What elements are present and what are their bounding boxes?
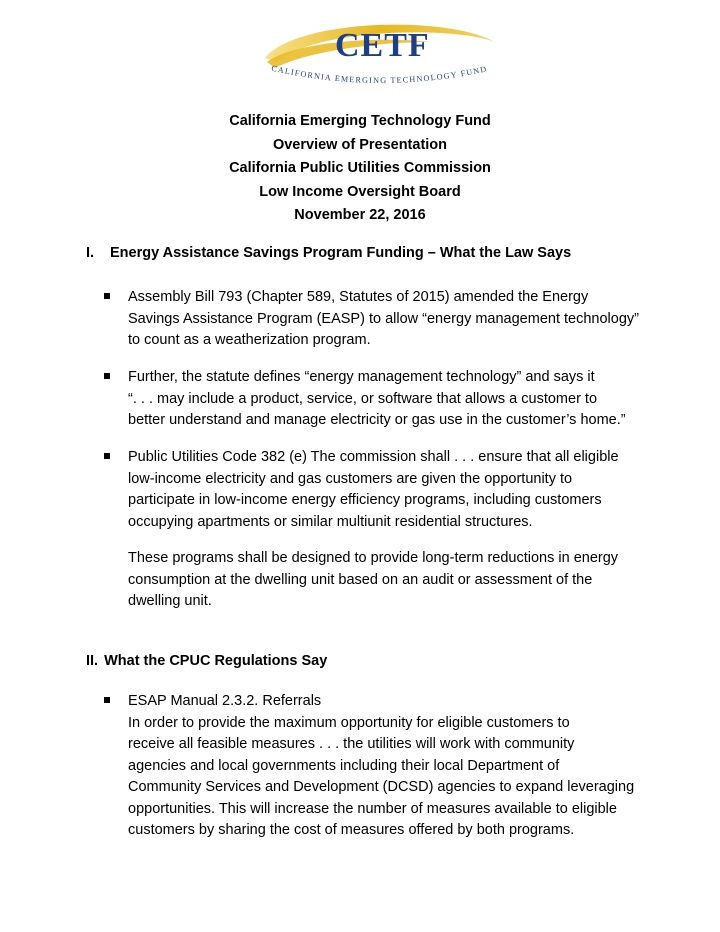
list-item — [104, 691, 664, 842]
bullet-line: opportunities. This will increase the number of measures available to eligible — [128, 800, 617, 817]
heading-org: California Emerging Technology Fund — [229, 113, 491, 129]
heading-subtitle: Overview of Presentation — [272, 136, 448, 153]
bullet-line: Further, the statute defines “energy management technology” and says it — [128, 369, 595, 385]
section-1-title — [86, 245, 571, 261]
section-1-title-text: Energy Assistance Savings Program Funding – What the Law Says — [110, 245, 572, 261]
cetf-logo-graphic — [255, 12, 505, 92]
bullet-line: In order to provide the maximum opportunity for eligible customers to — [128, 714, 570, 731]
bullet-square-icon — [104, 373, 110, 379]
bullet-line: Community Services and Development (DCSD) agencies to expand leveraging — [128, 779, 635, 795]
bullet-square-icon — [104, 697, 110, 703]
bullet-line: “. . . may include a product, service, or software that allows a customer to — [128, 390, 598, 407]
bullet-line: better understand and manage electricity or gas use in the customer’s home.” — [128, 412, 626, 428]
bullet-line: receive all feasible measures . . . the utilities will work with community — [128, 736, 575, 752]
cetf-logo — [255, 12, 505, 92]
bullet-line: Public Utilities Code 382 (e) The commission shall . . . ensure that all eligible — [128, 449, 619, 465]
bullet-line: customers by sharing the cost of measures offered by both programs. — [128, 822, 575, 838]
bullet-line: participate in low-income energy efficiency programs, including customers — [128, 492, 602, 508]
section-1-paragraph — [128, 548, 668, 613]
heading-commission: California Public Utilities Commission — [229, 160, 491, 176]
heading-date: November 22, 2016 — [294, 207, 426, 223]
bullet-line: to count as a weatherization program. — [128, 332, 371, 348]
bullet-line: low-income electricity and gas customers are given the opportunity to — [128, 470, 573, 487]
logo-acronym: CETF — [335, 27, 430, 64]
heading-board: Low Income Oversight Board — [259, 183, 461, 200]
bullet-line: Assembly Bill 793 (Chapter 589, Statutes of 2015) amended the Energy — [128, 289, 589, 305]
list-item — [104, 447, 664, 533]
paragraph-line: These programs shall be designed to provide long-term reductions in energy — [128, 550, 619, 566]
paragraph-line: dwelling unit. — [128, 593, 212, 609]
bullet-square-icon — [104, 453, 110, 459]
section-2-title-text: What the CPUC Regulations Say — [104, 653, 328, 669]
bullet-square-icon — [104, 293, 110, 299]
bullet-line: agencies and local governments including their local Department of — [128, 757, 560, 774]
section-2-number: II. — [86, 653, 99, 669]
document-heading — [0, 110, 720, 228]
list-item — [104, 367, 664, 432]
section-1-number: I. — [86, 245, 95, 261]
bullet-line: ESAP Manual 2.3.2. Referrals — [128, 693, 322, 709]
bullet-line: Savings Assistance Program (EASP) to allow “energy management technology” — [128, 310, 639, 327]
section-2-title — [86, 653, 327, 669]
logo-tagline: CALIFORNIA EMERGING TECHNOLOGY FUND — [270, 63, 489, 86]
paragraph-line: consumption at the dwelling unit based on an audit or assessment of the — [128, 571, 593, 588]
list-item — [104, 287, 664, 352]
bullet-line: occupying apartments or similar multiunit residential structures. — [128, 513, 533, 530]
